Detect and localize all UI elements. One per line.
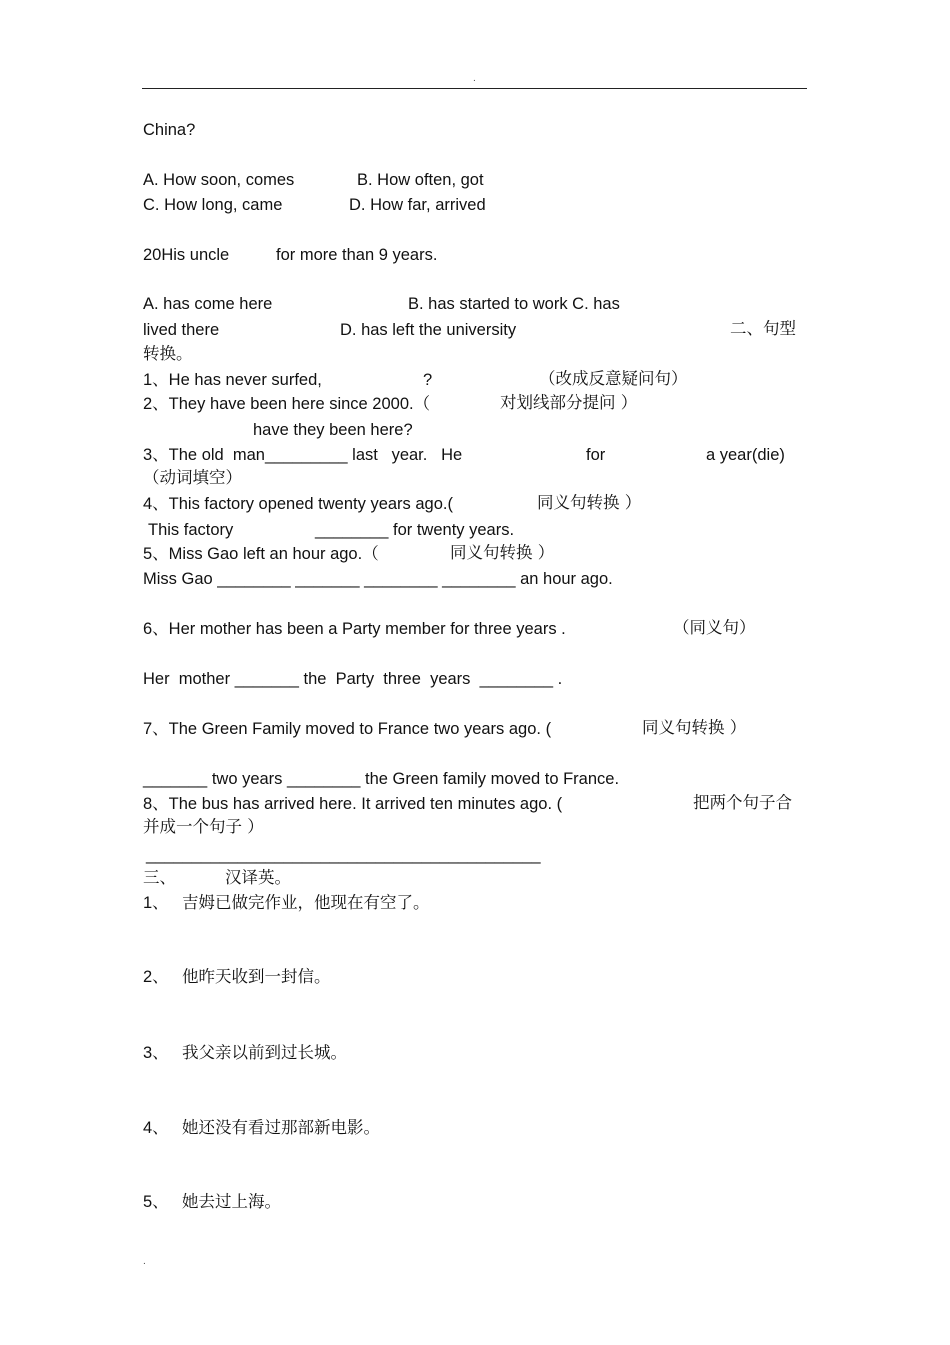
s1-sentence: 1、He has never surfed, [143,371,322,389]
q20-stem-start: 20His uncle [143,246,230,264]
s8-sentence: 8、The bus has arrived here. It arrived ten minutes ago. ( [143,795,563,813]
q19-option-c: C. How long, came [143,196,283,214]
s8-instruction: 把两个句子合 [693,793,792,812]
q20-option-a: A. has come here [143,295,273,313]
translate-item-3-num: 3、 [143,1044,169,1062]
q20-option-c: lived there [143,321,220,339]
s2-sentence: 2、They have been here since 2000.（ [143,395,431,413]
s1-instruction: （改成反意疑问句） [539,369,688,388]
translate-item-4-text: 她还没有看过那部新电影。 [182,1118,380,1137]
s2-instruction: 对划线部分提问 ） [500,393,638,412]
q20-stem-end: for more than 9 years. [276,246,438,264]
section2-title: 二、句型 [730,319,796,338]
section2-title-cont: 转换。 [143,344,193,363]
s4-answer-end: ________ for twenty years. [315,521,515,539]
q19-option-d: D. How far, arrived [349,196,486,214]
q20-option-b: B. has started to work C. has [408,295,620,313]
header-rule [142,88,807,89]
s4-instruction: 同义句转换 ） [537,493,642,512]
section3-number: 三、 [143,868,176,887]
translate-item-1-text: 吉姆已做完作业，他现在有空了。 [182,893,430,912]
s5-instruction: 同义句转换 ） [450,543,555,562]
translate-item-4-num: 4、 [143,1119,169,1137]
q19-tail: China? [143,121,196,139]
translate-item-5-num: 5、 [143,1193,169,1211]
footer-mark: . [143,1256,146,1267]
s1-question-mark: ? [423,371,433,389]
section3-title: 汉译英。 [225,868,291,887]
s5-sentence: 5、Miss Gao left an hour ago.（ [143,545,379,563]
s3-instruction: （动词填空） [143,468,242,487]
s4-sentence: 4、This factory opened twenty years ago.( [143,495,453,513]
s7-sentence: 7、The Green Family moved to France two years ago. ( [143,720,552,738]
s3-for: for [586,446,606,464]
s5-answer: Miss Gao ________ _______ ________ ________ an hour ago. [143,570,613,588]
s6-answer: Her mother _______ the Party three years ________ . [143,670,563,688]
q20-option-d: D. has left the university [340,321,517,339]
translate-item-1-num: 1、 [143,894,169,912]
q19-option-b: B. How often, got [357,171,484,189]
s4-answer-start: This factory [148,521,234,539]
s7-answer: _______ two years ________ the Green family moved to France. [143,770,620,788]
s8-instruction-cont: 并成一个句子 ） [143,817,264,836]
s3-end: a year(die) [706,446,785,464]
translate-item-5-text: 她去过上海。 [182,1192,281,1211]
s6-sentence: 6、Her mother has been a Party member for three years . [143,620,566,638]
translate-item-2-text: 他昨天收到一封信。 [182,967,331,986]
q19-option-a: A. How soon, comes [143,171,295,189]
s7-instruction: 同义句转换 ） [642,718,747,737]
s2-answer: have they been here? [253,421,413,439]
s3-sentence: 3、The old man_________ last year. He [143,446,463,464]
s6-instruction: （同义句） [673,618,756,637]
header-mark: . [473,73,476,84]
translate-item-2-num: 2、 [143,968,169,986]
translate-item-3-text: 我父亲以前到过长城。 [182,1043,347,1062]
s8-answer-line: ___________________________________________ [146,846,541,864]
